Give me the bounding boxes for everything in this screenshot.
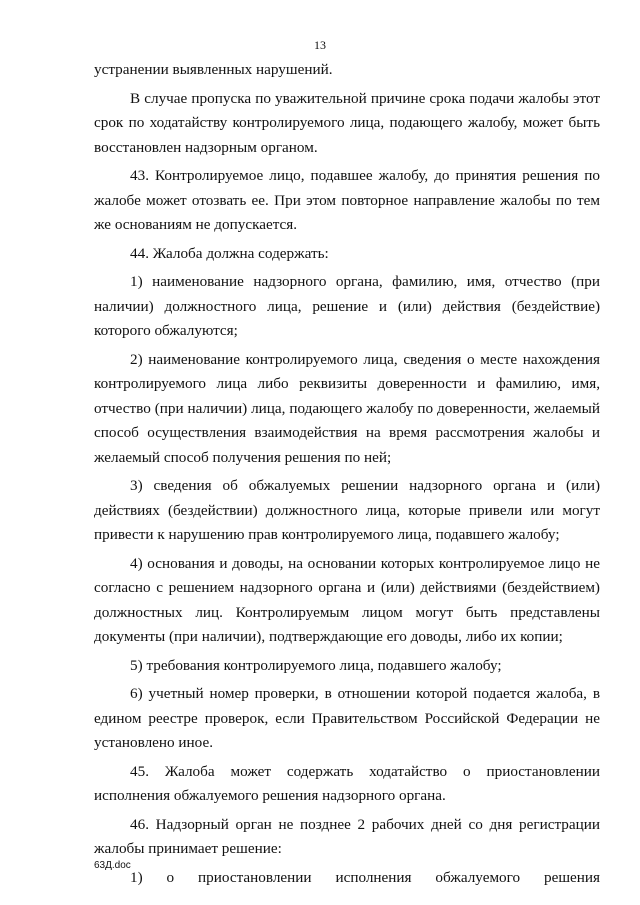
list-item-44-1: 1) наименование надзорного органа, фамилию, имя, отчество (при наличии) должностного лица, решение и (или) действия (бездействие) которого обжалуются; <box>94 273 600 339</box>
paragraph-46: 46. Надзорный орган не позднее 2 рабочих дней со дня регистрации жалобы принимает решение: <box>94 815 600 857</box>
paragraph-deadline-restore: В случае пропуска по уважительной причине срока подачи жалобы этот срок по ходатайству контролируемого лица, подающего жалобу, может быть восстановлен надзорным органом. <box>94 89 600 156</box>
footer-filename: 63Д.doc <box>94 860 131 871</box>
list-item-44-5: 5) требования контролируемого лица, подавшего жалобу; <box>130 656 502 674</box>
list-item-46-1: 1) о приостановлении исполнения обжалуемого решения <box>130 868 600 886</box>
list-item-44-3: 3) сведения об обжалуемых решении надзорного органа и (или) действиях (бездействии) должностного лица, которые привели или могут привести к нарушению прав контролируемого лица, подавшего жалобу; <box>94 477 600 543</box>
page-number: 13 <box>314 38 326 52</box>
paragraph-44: 44. Жалоба должна содержать: <box>130 244 329 262</box>
list-item-44-2: 2) наименование контролируемого лица, сведения о месте нахождения контролируемого лица либо реквизиты доверенности и фамилию, имя, отчество (при наличии) лица, подающего жалобу по доверенности, желаемый способ осуществления взаимодействия на время рассмотрения жалобы и желаемый способ получения решения по ней; <box>94 350 600 466</box>
list-item-44-4: 4) основания и доводы, на основании которых контролируемое лицо не согласно с решением надзорного органа и (или) действиями (бездействием) должностных лиц. Контролируемым лицом могут быть представлены документы (при наличии), подтверждающие его доводы, либо их копии; <box>94 554 600 645</box>
document-body <box>94 58 600 890</box>
paragraph-45: 45. Жалоба может содержать ходатайство о приостановлении исполнения обжалуемого решения надзорного органа. <box>94 762 600 804</box>
list-item-44-6: 6) учетный номер проверки, в отношении которой подается жалоба, в едином реестре проверок, если Правительством Российской Федерации не установлено иное. <box>94 685 600 751</box>
paragraph-continuation: устранении выявленных нарушений. <box>94 61 333 78</box>
paragraph-43: 43. Контролируемое лицо, подавшее жалобу, до принятия решения по жалобе может отозвать ее. При этом повторное направление жалобы по тем же основаниям не допускается. <box>94 167 600 233</box>
